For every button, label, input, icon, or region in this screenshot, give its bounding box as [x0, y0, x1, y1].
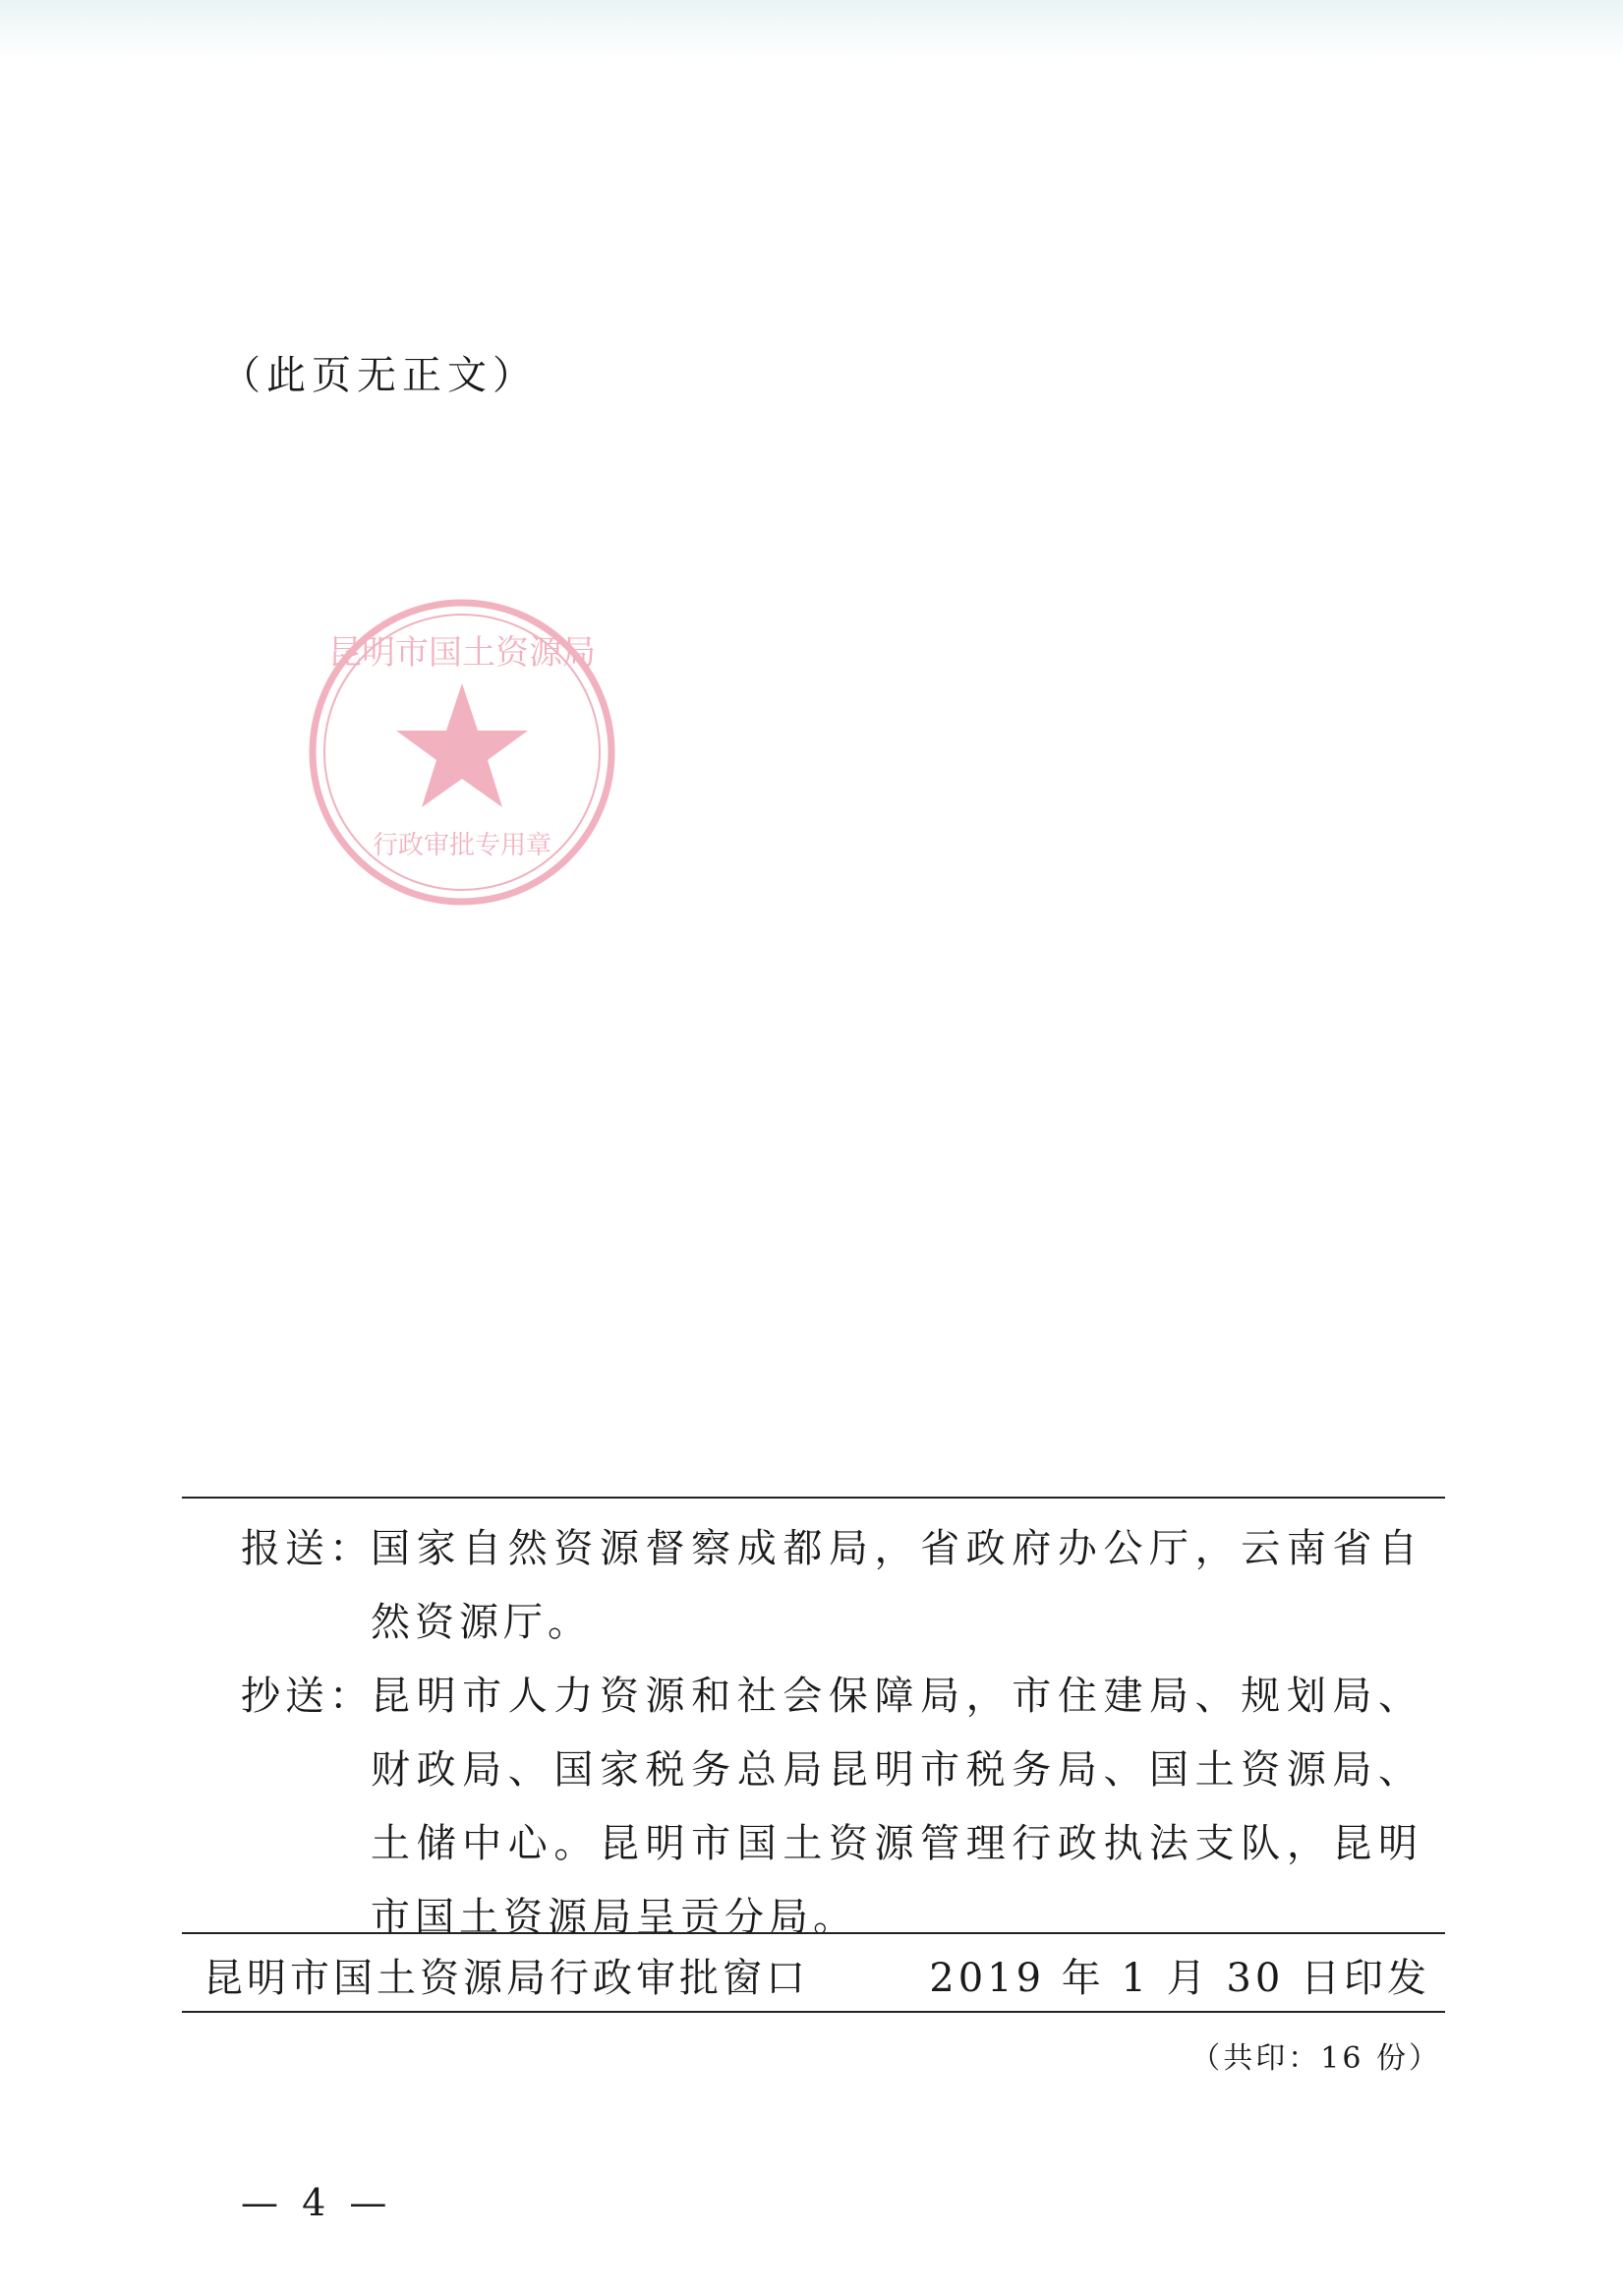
report-to-label: 报送：: [241, 1526, 374, 1571]
star-icon: [396, 683, 528, 807]
svg-text:昆明市国土资源局: 昆明市国土资源局: [328, 633, 596, 673]
report-to-text: 国家自然资源督察成都局，省政府办公厅，云南省自然资源厅。: [371, 1526, 1422, 1645]
issue-date: 2019 年 1 月 30 日印发: [929, 1956, 1430, 2001]
copy-to-row: [182, 1660, 1445, 1955]
svg-text:行政审批专用章: 行政审批专用章: [372, 831, 552, 860]
report-to-row: [182, 1512, 1445, 1660]
bottom-rule: [182, 2011, 1445, 2013]
copy-to-text: 昆明市人力资源和社会保障局，市住建局、规划局、财政局、国家税务总局昆明市税务局、国土资源局、土储中心。昆明市国土资源管理行政执法支队，昆明市国土资源局呈贡分局。: [371, 1674, 1422, 1940]
copy-to-label: 抄送：: [241, 1674, 374, 1719]
issuer: 昆明市国土资源局行政审批窗口: [203, 1956, 809, 2001]
distribution-block: [182, 1512, 1445, 1955]
middle-rule: [182, 1932, 1445, 1934]
page-number: — 4 —: [241, 2181, 393, 2224]
top-rule: [182, 1497, 1445, 1499]
copies-count: （共印：16 份）: [1190, 2041, 1441, 2076]
page-note: （此页无正文）: [221, 353, 538, 398]
official-seal: [300, 590, 624, 914]
scan-edge: [0, 0, 1623, 59]
